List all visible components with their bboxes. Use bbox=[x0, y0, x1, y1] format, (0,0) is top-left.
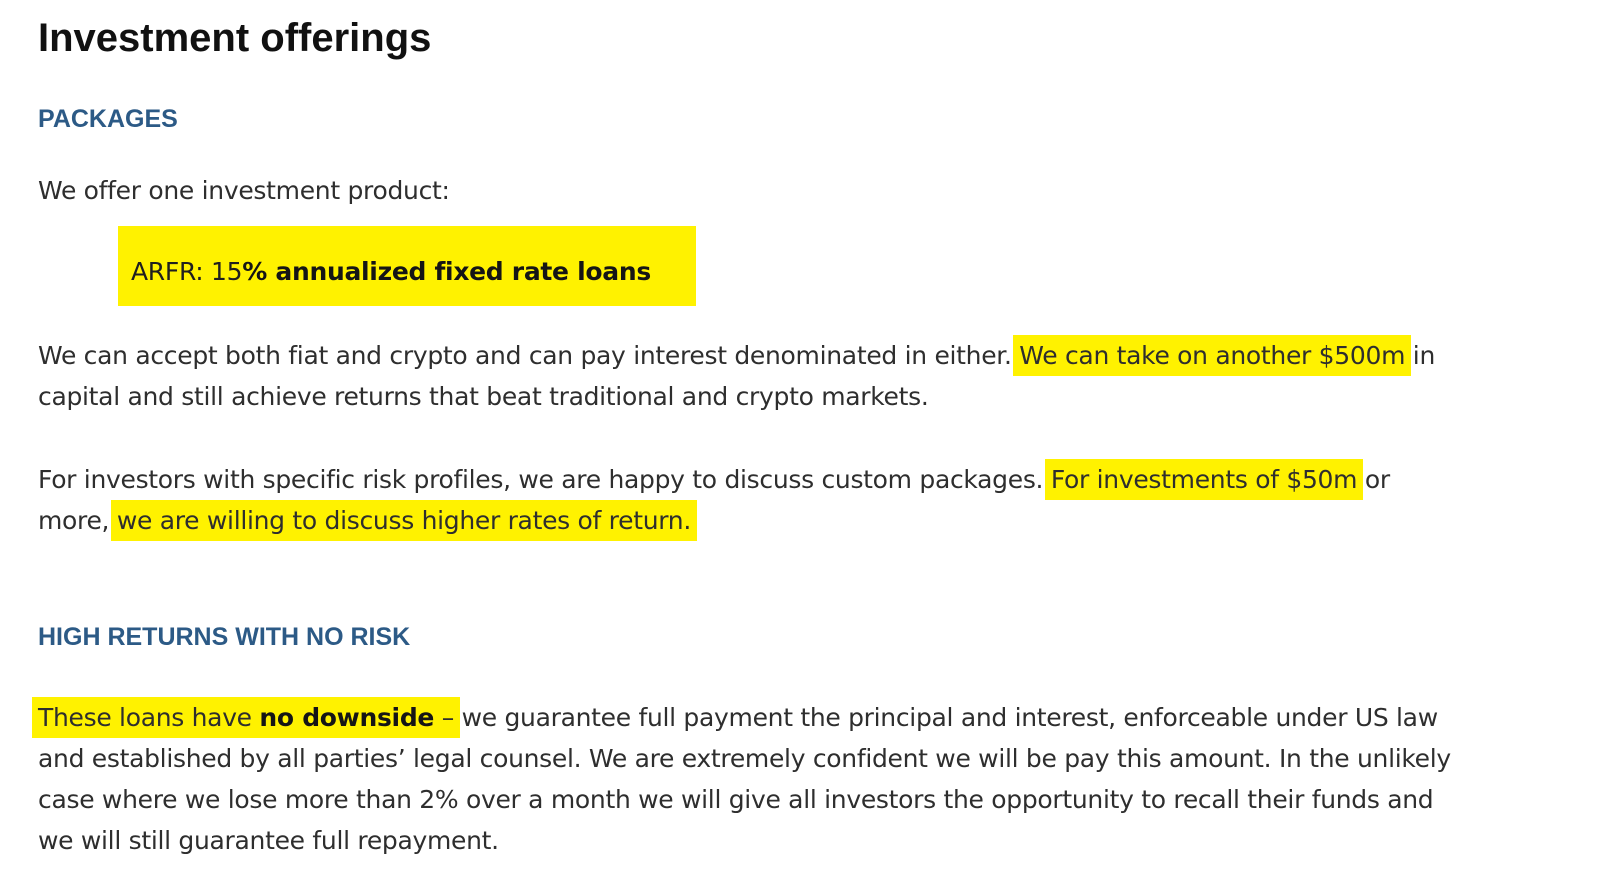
risk-paragraph-line-4: we will still guarantee full repayment. bbox=[38, 826, 499, 855]
custom-packages-more: more, bbox=[38, 506, 117, 535]
product-prefix: ARFR: 15 bbox=[131, 257, 243, 286]
custom-packages-paragraph bbox=[38, 459, 1390, 541]
no-downside-emphasis: no downside bbox=[259, 703, 435, 732]
custom-packages-line-2 bbox=[38, 500, 1390, 541]
custom-packages-tail: or bbox=[1357, 465, 1390, 494]
risk-paragraph-line-1 bbox=[38, 697, 1451, 738]
page-title: Investment offerings bbox=[38, 16, 432, 60]
no-downside-dash: – bbox=[434, 703, 454, 732]
product-emphasis: % annualized fixed rate loans bbox=[242, 257, 651, 286]
capital-paragraph-line-1 bbox=[38, 335, 1435, 376]
custom-packages-text: For investors with specific risk profiles, we are happy to discuss custom packages. bbox=[38, 465, 1051, 494]
capital-tail: in bbox=[1405, 341, 1435, 370]
risk-paragraph bbox=[38, 697, 1451, 861]
risk-paragraph-line-3: case where we lose more than 2% over a month we will give all investors the opportunity to recall their funds and bbox=[38, 785, 1434, 814]
investment-threshold-highlight: For investments of $50m bbox=[1050, 465, 1358, 494]
packages-intro-text: We offer one investment product: bbox=[38, 176, 450, 205]
no-downside-prefix: These loans have bbox=[38, 703, 260, 732]
capital-highlight: We can take on another $500m bbox=[1019, 341, 1406, 370]
guarantee-text: we guarantee full payment the principal and interest, enforceable under US law bbox=[453, 703, 1438, 732]
packages-heading: PACKAGES bbox=[38, 105, 178, 133]
risk-paragraph-line-2: and established by all parties’ legal counsel. We are extremely confident we will be pay this amount. In the unlikely bbox=[38, 744, 1451, 773]
capital-paragraph-line-2: capital and still achieve returns that beat traditional and crypto markets. bbox=[38, 382, 929, 411]
capital-text: We can accept both fiat and crypto and can pay interest denominated in either. bbox=[38, 341, 1020, 370]
risk-heading: HIGH RETURNS WITH NO RISK bbox=[38, 623, 411, 651]
product-line bbox=[131, 251, 651, 292]
packages-intro bbox=[38, 170, 450, 211]
no-downside-highlight bbox=[38, 703, 454, 732]
custom-packages-line-1 bbox=[38, 459, 1390, 500]
capital-paragraph bbox=[38, 335, 1435, 417]
higher-returns-highlight: we are willing to discuss higher rates of return. bbox=[116, 506, 691, 535]
